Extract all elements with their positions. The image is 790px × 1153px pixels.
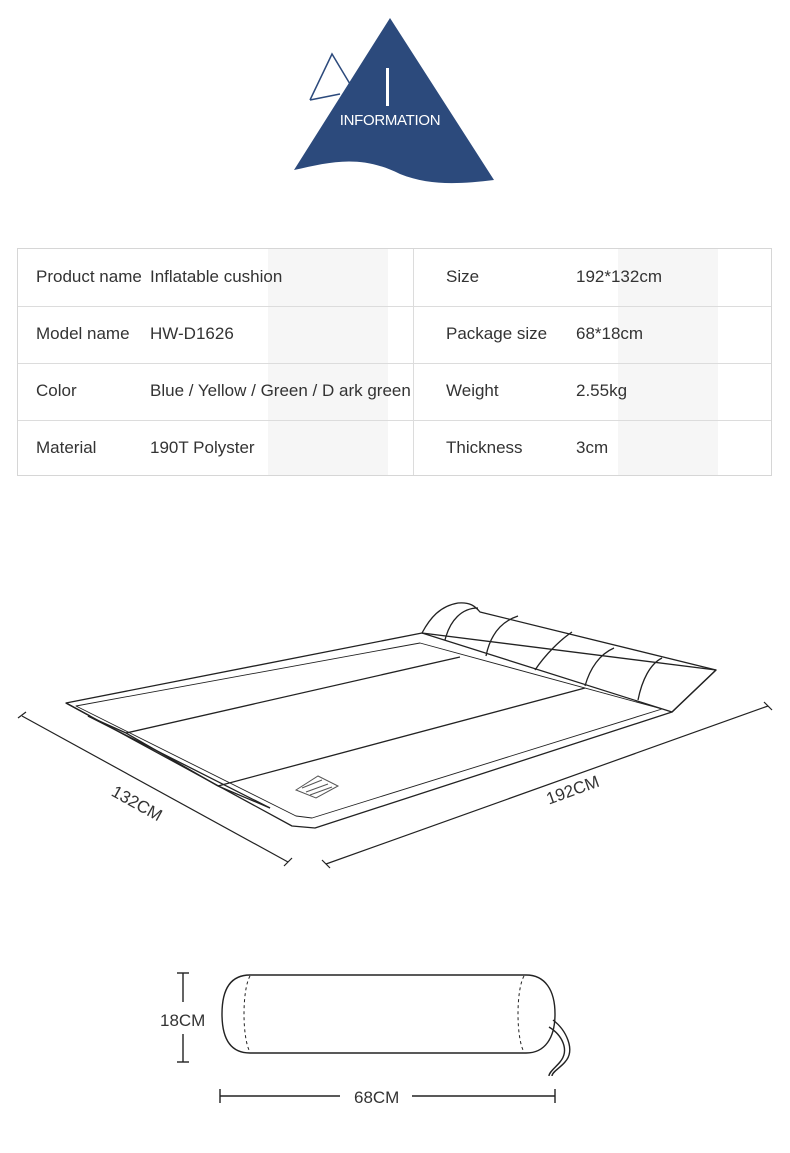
- mat-diagram: [0, 560, 790, 880]
- table-row: [18, 363, 771, 421]
- bag-seam-right: [518, 976, 524, 1052]
- label-size: Size: [446, 267, 480, 286]
- spec-table: [17, 248, 772, 476]
- label-package-size: Package size: [446, 324, 548, 343]
- width-dimension-line: [22, 716, 288, 862]
- value-thickness: 3cm: [576, 438, 609, 457]
- bag-height-label: 18CM: [160, 1011, 206, 1030]
- label-color: Color: [36, 381, 77, 400]
- bag-seam-left: [244, 976, 250, 1052]
- label-product-name: Product name: [36, 267, 142, 286]
- value-material: 190T Polyster: [150, 438, 255, 457]
- divider-bar: [386, 68, 389, 106]
- table-row: [18, 249, 771, 307]
- mat-width-label: 132CM: [104, 780, 169, 828]
- mat-seam-1: [126, 657, 460, 733]
- label-weight: Weight: [446, 381, 499, 400]
- value-package-size: 68*18cm: [576, 324, 644, 343]
- length-dimension-line: [326, 706, 768, 864]
- table-row: [18, 420, 771, 477]
- mat-length-label: 192CM: [540, 771, 606, 811]
- bag-length-label: 68CM: [354, 1088, 400, 1107]
- pillow: [422, 603, 716, 712]
- value-weight: 2.55kg: [576, 381, 628, 400]
- mountain-triangle: [294, 18, 494, 183]
- brand-logo-icon: [296, 776, 338, 798]
- bag-outline: [222, 975, 555, 1053]
- information-logo: [290, 14, 496, 190]
- table-row: [18, 306, 771, 364]
- mat-seam-2: [218, 688, 585, 786]
- label-thickness: Thickness: [446, 438, 523, 457]
- header-title: INFORMATION: [339, 112, 441, 129]
- label-material: Material: [36, 438, 97, 457]
- value-model-name: HW-D1626: [150, 324, 234, 343]
- value-color: Blue / Yellow / Green / D ark green: [150, 381, 411, 400]
- label-model-name: Model name: [36, 324, 130, 343]
- value-product-name: Inflatable cushion: [150, 267, 283, 286]
- mat-outline: [66, 633, 716, 828]
- value-size: 192*132cm: [576, 267, 663, 286]
